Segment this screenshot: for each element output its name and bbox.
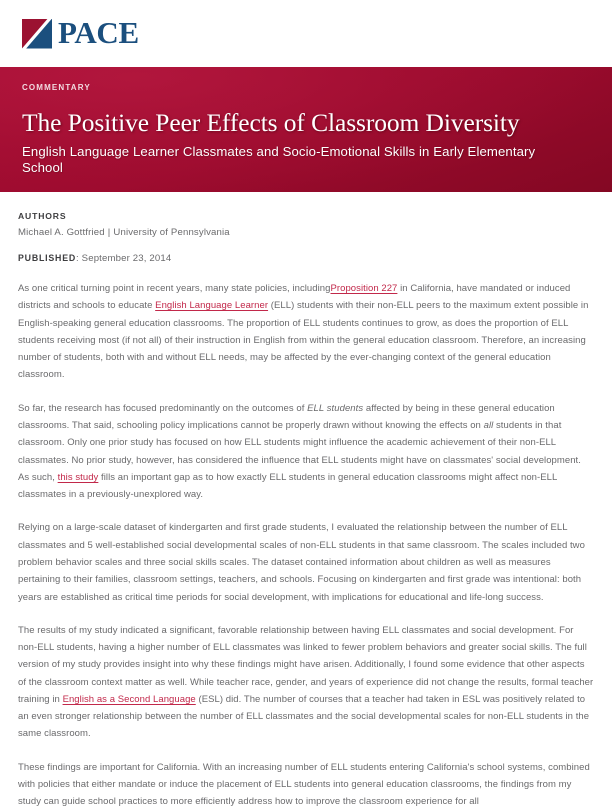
hero-banner xyxy=(0,67,612,192)
published-date: : September 23, 2014 xyxy=(76,253,172,264)
pace-logo[interactable] xyxy=(22,17,139,50)
p2-italic-ell-students: ELL students xyxy=(307,402,364,414)
article-metadata xyxy=(18,192,594,264)
site-header xyxy=(0,0,612,67)
page-subtitle: English Language Learner Classmates and Socio-Emotional Skills in Early Elementary School xyxy=(22,144,536,176)
link-english-as-a-second-language[interactable]: English as a Second Language xyxy=(62,693,196,705)
paragraph-1 xyxy=(18,280,594,384)
author-line xyxy=(18,227,594,238)
p1-text-3: (ELL) students with their non-ELL peers to the maximum extent possible in English-speaking general education classrooms. The proportion of ELL students continues to grow, as does the proportion of ELL students receiving most (if not all) of their instruction in English from within the general education classroom. Therefore, an increasing number of students, both with and without ELL needs, may be affected by the ever-changing context of the general education classroom. xyxy=(18,300,589,381)
p2-text-1: So far, the research has focused predominantly on the outcomes of xyxy=(18,402,308,414)
paragraph-3: Relying on a large-scale dataset of kindergarten and first grade students, I evaluated the relationship between the number of ELL classmates and 5 well-established social developmental scales of non-ELL students in that same classroom. The scales included two problem behavior scales and three social skills scales. The dataset contained information about children as well as measures pertaining to their families, classroom settings, teachers, and schools. Focusing on kindergarten and first grade was intentional: both years are established as critical time periods for social development, with implications for educational and life-long success. xyxy=(18,522,585,603)
logo-wordmark: PACE xyxy=(58,15,139,50)
p2-text-4: fills an important gap as to how exactly ELL students in general education classrooms might affect non-ELL classmates in a previously-unexplored way. xyxy=(18,471,557,501)
p2-text-3: students in that classroom. Only one prior study has focused on how ELL students might influence the academic achievement of their non-ELL classmates. No prior study, however, has considered the influence that ELL students might have on classmates' social development. As such, xyxy=(18,419,581,483)
link-proposition-227[interactable]: Proposition 227 xyxy=(330,283,398,294)
paragraph-2 xyxy=(18,400,594,504)
paragraph-4 xyxy=(18,622,594,743)
article-body xyxy=(18,264,594,811)
p1-text-1: As one critical turning point in recent years, many state policies, including xyxy=(18,283,331,294)
link-english-language-learner[interactable]: English Language Learner xyxy=(155,300,269,312)
author-separator: | xyxy=(107,227,111,238)
p2-italic-all: all xyxy=(483,419,494,431)
published-line xyxy=(18,253,594,264)
author-name: Michael A. Gottfried xyxy=(18,227,105,238)
pace-diagonal-mark-icon xyxy=(22,19,52,49)
published-label: PUBLISHED xyxy=(18,253,77,263)
content-type-kicker: COMMENTARY xyxy=(22,83,91,92)
p4-text-2: (ESL) did. The number of courses that a teacher had taken in ESL was positively related to an even stronger relationship between the number of ELL classmates and the social developmental scales for non-ELL students in the same classroom. xyxy=(18,693,590,740)
main-content xyxy=(0,192,612,811)
page-title: The Positive Peer Effects of Classroom Diversity xyxy=(22,108,520,138)
p4-text-1: The results of my study indicated a significant, favorable relationship between having ELL classmates and social development. For non-ELL students, having a higher number of ELL classmates was linked to fewer problem behaviors and greater social skills. The full version of my study provides insight into why these findings might have arisen. Additionally, I found some evidence that other aspects of the classroom context matter as well. While teacher race, gender, and years of experience did not change the results, formal teacher training in xyxy=(18,624,594,705)
authors-label: AUTHORS xyxy=(18,211,67,221)
paragraph-5: These findings are important for California. With an increasing number of ELL students entering California's school systems, combined with policies that either mandate or induce the placement of ELL students into general education classrooms, the findings from my study can guide school practices to more efficiently address how to improve the classroom experience for all xyxy=(18,761,590,808)
link-this-study[interactable]: this study xyxy=(57,471,99,483)
p2-text-2: affected by being in these general education classrooms. That said, schooling policy implications cannot be properly drawn without knowing the effects on xyxy=(18,402,555,431)
author-affiliation: University of Pennsylvania xyxy=(113,227,230,238)
p1-text-2: in California, have mandated or induced districts and schools to educate xyxy=(18,283,571,312)
